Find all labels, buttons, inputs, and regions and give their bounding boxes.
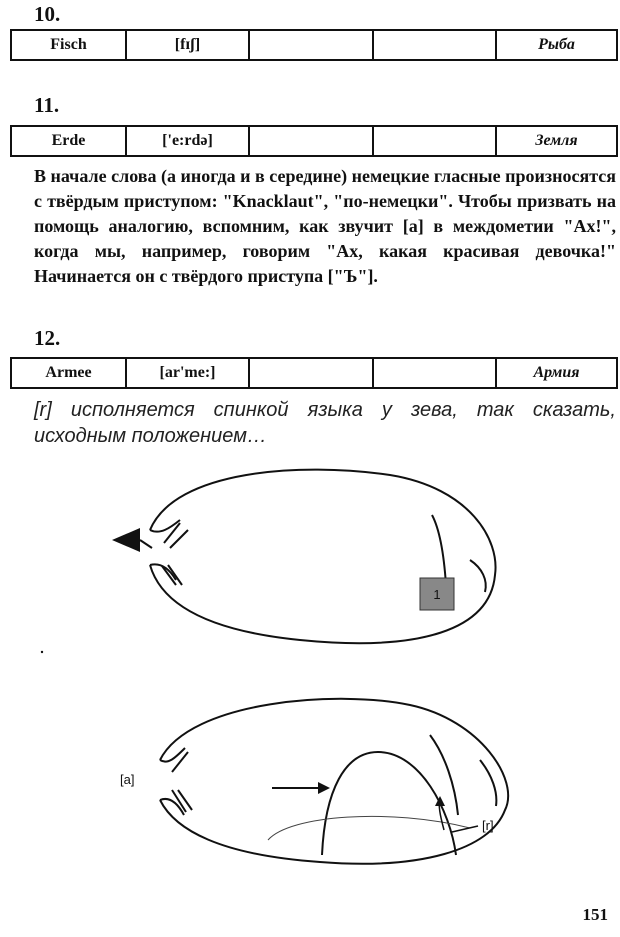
tongue-base bbox=[268, 816, 470, 840]
mouth-diagram-lower bbox=[120, 699, 508, 864]
transcription-cell: [ar'me:] bbox=[127, 359, 250, 387]
empty-cell bbox=[374, 31, 497, 59]
empty-cell bbox=[374, 359, 497, 387]
translation-cell: Армия bbox=[533, 364, 580, 381]
translation-cell: Земля bbox=[535, 132, 578, 149]
word-table bbox=[10, 29, 618, 61]
word-table bbox=[10, 125, 618, 157]
label-r: [r] bbox=[482, 818, 494, 833]
empty-cell bbox=[374, 127, 497, 155]
oral-cavity-outline bbox=[160, 699, 508, 864]
r-description: [r] исполняется спинкой языка у зева, так сказать, исходным положением… bbox=[34, 399, 616, 447]
arrow-head-icon bbox=[318, 782, 330, 794]
explanation-paragraph: В начале слова (а иногда и в середине) немецкие гласные произносятся с твёрдым приступом: "Knacklaut", "по-немецки". Чтобы призвать на помощь аналогию, вспомним, как звучит [а] в междометии "Ах!", когда мы, например, говорим "Ах, какая красивая девочка!" Начинается он с твёрдого приступа ["Ъ"]. bbox=[34, 166, 616, 286]
transcription-cell: [fɪʃ] bbox=[127, 31, 250, 59]
entry-number: 10. bbox=[34, 2, 61, 26]
articulation-diagram bbox=[0, 460, 620, 880]
empty-cell bbox=[250, 127, 374, 155]
page-number: 151 bbox=[582, 905, 608, 924]
mouth-diagram-upper bbox=[112, 470, 496, 644]
entry-number: 12. bbox=[34, 326, 61, 350]
translation-cell: Рыба bbox=[538, 36, 575, 53]
tongue-arch bbox=[322, 752, 456, 855]
empty-cell bbox=[250, 31, 374, 59]
word-table bbox=[10, 357, 618, 389]
transcription-cell: ['e:rdə] bbox=[127, 127, 250, 155]
marker-label: 1 bbox=[433, 587, 441, 602]
label-a: [a] bbox=[120, 772, 135, 787]
word-cell: Erde bbox=[12, 127, 127, 155]
word-cell: Fisch bbox=[12, 31, 127, 59]
empty-cell bbox=[250, 359, 374, 387]
airflow-arrow-icon bbox=[112, 528, 140, 552]
word-cell: Armee bbox=[12, 359, 127, 387]
entry-number: 11. bbox=[34, 93, 60, 117]
